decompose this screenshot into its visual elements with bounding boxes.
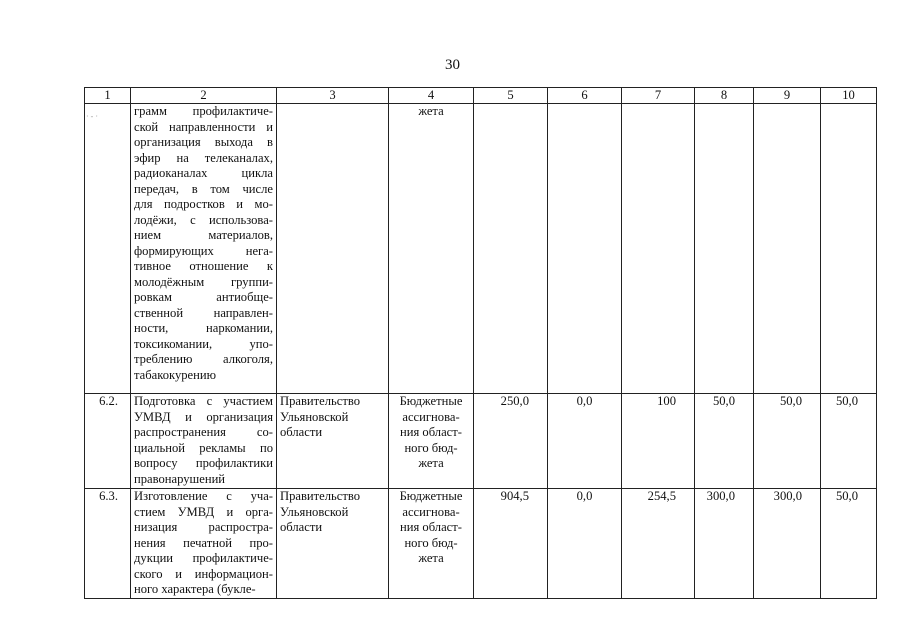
budget-table: [84, 87, 877, 599]
cell-line: токсикомании, упо-: [134, 336, 273, 351]
header-col-1: 1: [85, 88, 131, 104]
cell-line: низация распростра-: [134, 520, 273, 534]
item-executor: [277, 489, 389, 599]
header-col-2: 2: [131, 88, 277, 104]
item-executor: [277, 394, 389, 489]
cell-line: тивное отношение к: [134, 259, 273, 273]
cell-line: ассигнова-: [402, 504, 460, 519]
item-executor: [277, 104, 389, 394]
cell-line: нием материалов,: [134, 228, 273, 242]
cell-line: стием УМВД и орга-: [134, 504, 273, 519]
cell-line: треблению алкоголя,: [134, 352, 273, 366]
header-col-5: 5: [474, 88, 548, 104]
cell-line: жета: [418, 456, 444, 470]
cell-line: ного характера (букле-: [134, 582, 256, 596]
cell-line: грамм профилактиче-: [134, 104, 273, 118]
cell-line: Ульяновской: [280, 504, 349, 519]
cell-line: радиоканалах цикла: [134, 166, 273, 180]
scan-artifact: · - ·: [86, 112, 98, 121]
cell-line: Бюджетные: [399, 489, 463, 503]
item-funding-source: [389, 394, 474, 489]
cell-line: ного бюд-: [404, 535, 458, 550]
cell-line: УМВД и организация: [134, 409, 273, 424]
cell-line: эфир на телеканалах,: [134, 150, 273, 165]
cell-line: ской направленности и: [134, 119, 273, 134]
cell-line: области: [280, 520, 323, 534]
cell-line: передач, в том числе: [134, 181, 273, 196]
item-year-col8: 50,0: [695, 394, 754, 489]
header-row: [85, 88, 877, 104]
header-col-4: 4: [389, 88, 474, 104]
item-year-col8: [695, 104, 754, 394]
item-number: 6.2.: [85, 394, 131, 489]
cell-line: нения печатной про-: [134, 535, 273, 550]
item-total: [474, 104, 548, 394]
cell-line: ровкам антиобще-: [134, 290, 273, 304]
cell-line: вопросу профилактики: [134, 456, 273, 470]
header-col-9: 9: [754, 88, 821, 104]
header-col-8: 8: [695, 88, 754, 104]
item-description: [131, 394, 277, 489]
cell-line: распространения со-: [134, 425, 273, 439]
item-year-col8: 300,0: [695, 489, 754, 599]
item-number: 6.3.: [85, 489, 131, 599]
item-year-col7: 100: [622, 394, 695, 489]
item-year-col6: [548, 104, 622, 394]
item-year-col9: [754, 104, 821, 394]
item-funding-source: [389, 489, 474, 599]
cell-line: жета: [418, 104, 444, 118]
header-col-10: 10: [821, 88, 877, 104]
cell-line: правонарушений: [134, 471, 226, 486]
cell-line: организация выхода в: [134, 135, 273, 149]
page-number: 30: [445, 57, 460, 73]
cell-line: ского и информацион-: [134, 566, 273, 581]
cell-line: Правительство: [280, 489, 361, 503]
item-total: 904,5: [474, 489, 548, 599]
item-year-col10: [821, 104, 877, 394]
item-year-col7: 254,5: [622, 489, 695, 599]
cell-line: Бюджетные: [399, 394, 463, 408]
cell-line: ния област-: [400, 520, 462, 534]
item-year-col6: 0,0: [548, 394, 622, 489]
item-year-col6: 0,0: [548, 489, 622, 599]
item-year-col9: 300,0: [754, 489, 821, 599]
cell-line: формирующих нега-: [134, 243, 273, 258]
cell-line: ного бюд-: [404, 440, 458, 455]
cell-line: области: [280, 425, 323, 439]
cell-line: ственной направлен-: [134, 305, 273, 320]
cell-line: Подготовка с участием: [134, 394, 273, 408]
item-total: 250,0: [474, 394, 548, 489]
cell-line: ния област-: [400, 425, 462, 439]
item-description: [131, 104, 277, 394]
header-col-6: 6: [548, 88, 622, 104]
item-year-col10: 50,0: [821, 489, 877, 599]
cell-line: Правительство: [280, 394, 361, 408]
table-row: [85, 394, 877, 489]
item-number: [85, 104, 131, 394]
cell-line: циальной рекламы по: [134, 440, 273, 455]
cell-line: лодёжи, с использова-: [134, 212, 273, 227]
cell-line: молодёжным группи-: [134, 274, 273, 289]
cell-line: табакокурению: [134, 367, 217, 382]
header-col-3: 3: [277, 88, 389, 104]
header-col-7: 7: [622, 88, 695, 104]
cell-line: ассигнова-: [402, 409, 460, 424]
table-row: [85, 489, 877, 599]
item-year-col7: [622, 104, 695, 394]
table-row: [85, 104, 877, 394]
cell-line: жета: [418, 551, 444, 565]
item-year-col10: 50,0: [821, 394, 877, 489]
cell-line: Ульяновской: [280, 409, 349, 424]
cell-line: дукции профилактиче-: [134, 551, 273, 565]
item-year-col9: 50,0: [754, 394, 821, 489]
cell-line: Изготовление с уча-: [134, 489, 273, 503]
cell-line: ности, наркомании,: [134, 321, 273, 335]
item-funding-source: [389, 104, 474, 394]
cell-line: для подростков и мо-: [134, 197, 273, 211]
item-description: [131, 489, 277, 599]
